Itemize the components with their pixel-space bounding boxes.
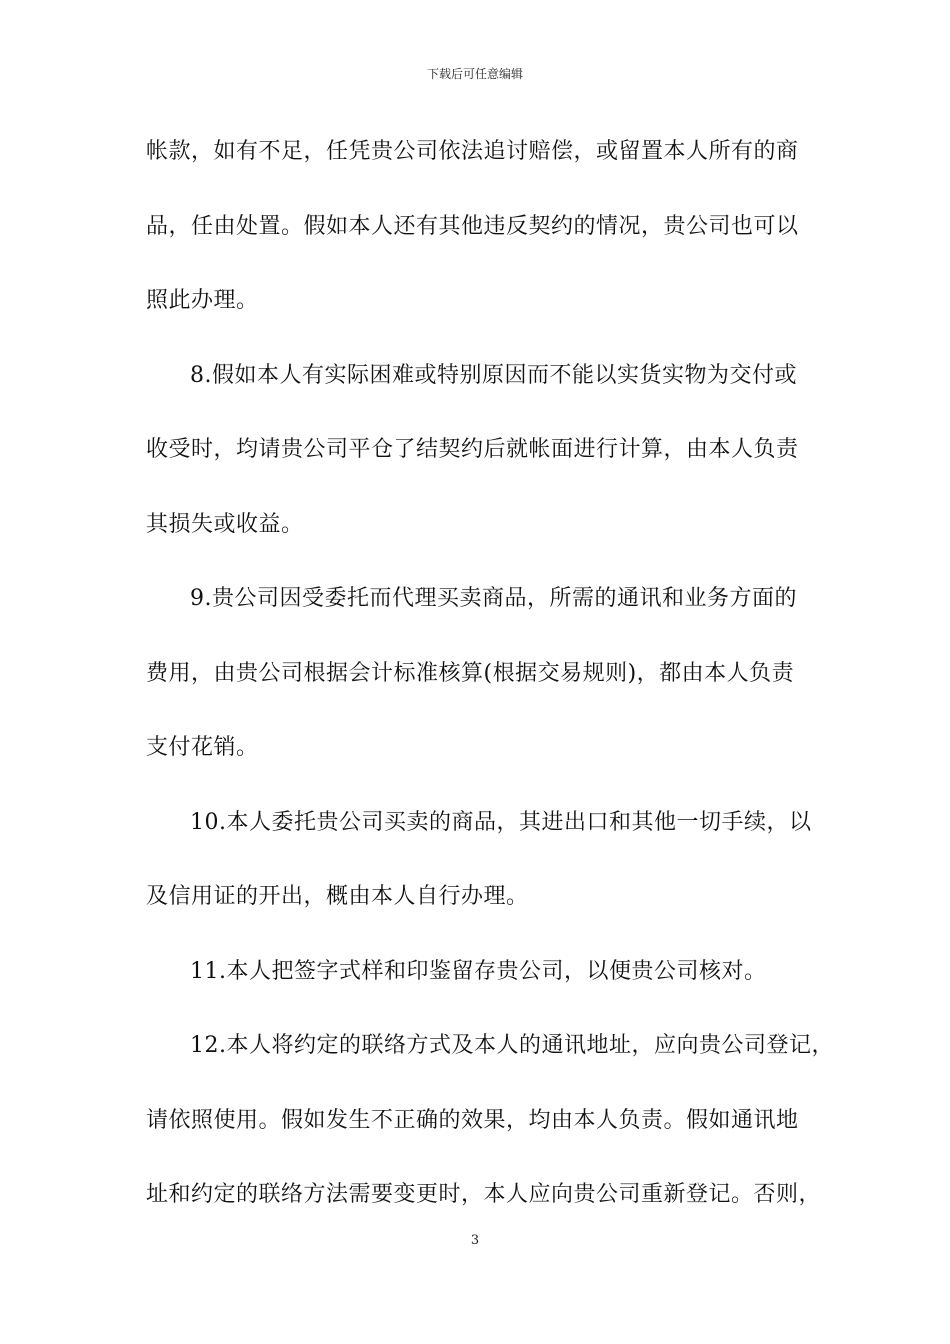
text-line: 址和约定的联络方法需要变更时，本人应向贵公司重新登记。否则， (146, 1182, 822, 1207)
text-line: 其损失或收益。 (146, 511, 304, 537)
text-line: 费用，由贵公司根据会计标准核算(根据交易规则)，都由本人负责 (146, 660, 795, 686)
text-line: 帐款，如有不足，任凭贵公司依法追讨赔偿，或留置本人所有的商 (146, 139, 799, 164)
page-header: 下载后可任意编辑 (426, 67, 523, 81)
text-line: 品，任由处置。假如本人还有其他违反契约的情况，贵公司也可以 (146, 213, 799, 239)
page-number: 3 (470, 1233, 480, 1248)
text-line: 支付花销。 (146, 735, 259, 760)
clause-8-start: 8.假如本人有实际困难或特别原因而不能以实货实物为交付或 (190, 362, 797, 388)
text-line: 及信用证的开出，概由本人自行办理。 (146, 884, 529, 909)
text-line: 请依照使用。假如发生不正确的效果，均由本人负责。假如通讯地 (146, 1107, 799, 1133)
document-body (146, 132, 834, 1250)
clause-11-start: 11.本人把签字式样和印鉴留存贵公司，以便贵公司核对。 (190, 958, 767, 984)
clause-12-start: 12.本人将约定的联络方式及本人的通讯地址，应向贵公司登记， (190, 1033, 834, 1058)
text-line: 照此办理。 (146, 288, 259, 313)
clause-9-start: 9.贵公司因受委托而代理买卖商品，所需的通讯和业务方面的 (190, 586, 797, 611)
clause-10-start: 10.本人委托贵公司买卖的商品，其进出口和其他一切手续，以 (190, 809, 812, 835)
text-line: 收受时，均请贵公司平仓了结契约后就帐面进行计算，由本人负责 (146, 437, 799, 462)
